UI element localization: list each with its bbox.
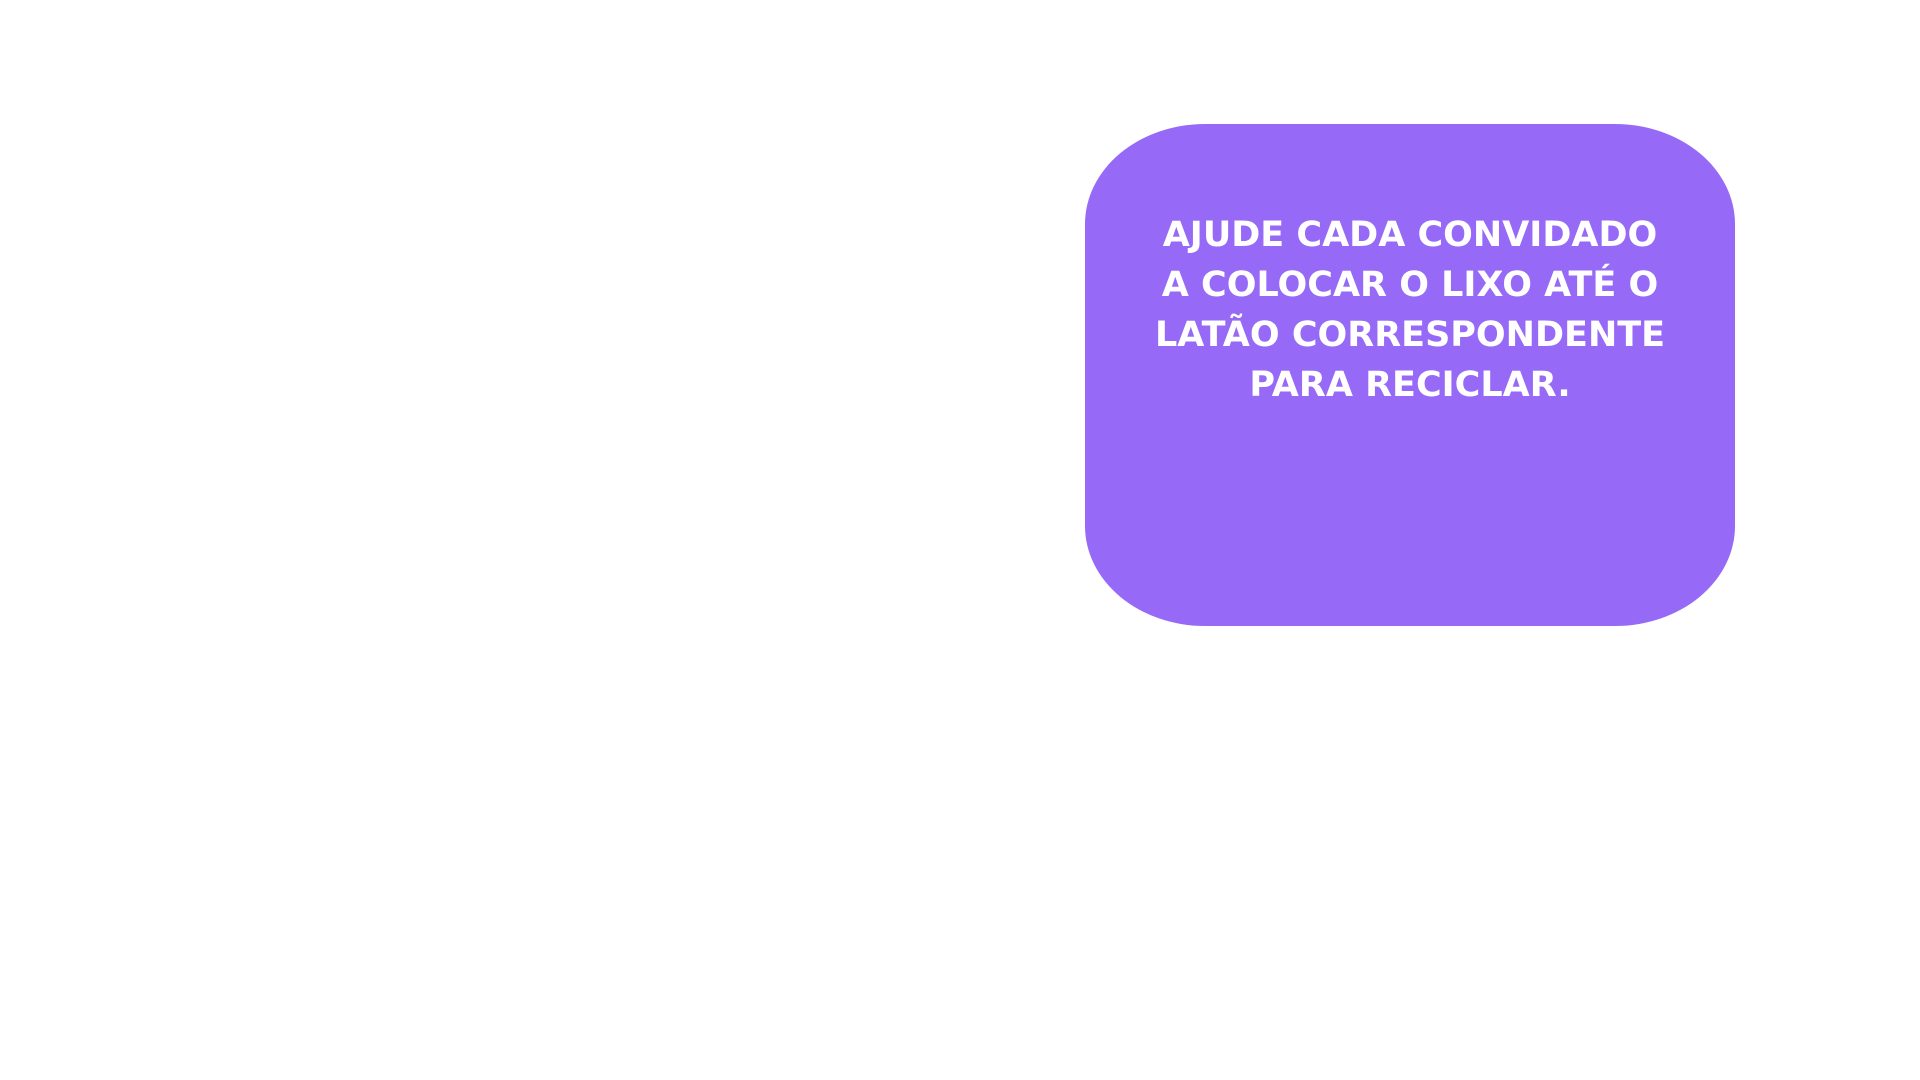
instruction-line-3: LATÃO CORRESPONDENTE: [1154, 315, 1666, 355]
instruction-text: [1125, 210, 1695, 410]
instruction-line-4: PARA RECICLAR.: [1249, 365, 1571, 405]
instruction-line-2: A COLOCAR O LIXO ATÉ O: [1161, 265, 1659, 305]
instruction-card: [1085, 124, 1735, 626]
instruction-line-1: AJUDE CADA CONVIDADO: [1162, 215, 1658, 255]
